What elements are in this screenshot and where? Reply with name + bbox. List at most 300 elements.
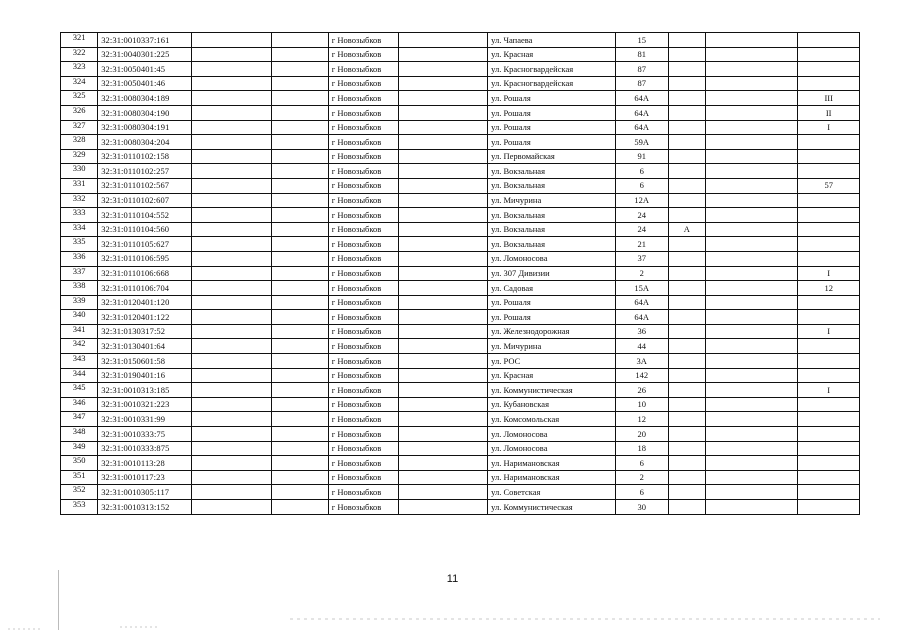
empty-cell: [398, 412, 487, 427]
house-number-cell: 3А: [615, 354, 668, 369]
house-number-cell: 87: [615, 62, 668, 77]
empty-cell: [272, 251, 328, 266]
row-number-cell: 332: [61, 193, 98, 208]
street-cell: ул. Рошаля: [488, 120, 616, 135]
table-row: [61, 383, 860, 398]
empty-cell: [272, 339, 328, 354]
house-letter-cell: [668, 500, 705, 515]
empty-cell: [705, 500, 797, 515]
premises-number-cell: [798, 62, 860, 77]
house-number-cell: 64А: [615, 120, 668, 135]
empty-cell: [272, 164, 328, 179]
empty-cell: [272, 208, 328, 223]
premises-number-cell: [798, 193, 860, 208]
table-row: [61, 164, 860, 179]
row-number-cell: 347: [61, 412, 98, 427]
street-cell: ул. Рошаля: [488, 105, 616, 120]
empty-cell: [191, 222, 272, 237]
empty-cell: [191, 237, 272, 252]
house-number-cell: 12А: [615, 193, 668, 208]
house-number-cell: 18: [615, 441, 668, 456]
empty-cell: [272, 91, 328, 106]
house-letter-cell: [668, 62, 705, 77]
page-number: 11: [446, 573, 459, 585]
empty-cell: [191, 33, 272, 48]
street-cell: ул. Вокзальная: [488, 164, 616, 179]
city-cell: г Новозыбков: [328, 193, 398, 208]
city-cell: г Новозыбков: [328, 222, 398, 237]
row-number-cell: 351: [61, 470, 98, 485]
premises-number-cell: [798, 33, 860, 48]
premises-number-cell: [798, 295, 860, 310]
cadastral-number-cell: 32:31:0010313:152: [98, 500, 192, 515]
empty-cell: [705, 281, 797, 296]
table-row: [61, 310, 860, 325]
premises-number-cell: [798, 222, 860, 237]
premises-number-cell: I: [798, 266, 860, 281]
empty-cell: [272, 33, 328, 48]
empty-cell: [398, 368, 487, 383]
street-cell: ул. Вокзальная: [488, 208, 616, 223]
row-number-cell: 322: [61, 47, 98, 62]
city-cell: г Новозыбков: [328, 149, 398, 164]
cadastral-number-cell: 32:31:0110102:607: [98, 193, 192, 208]
street-cell: ул. Красногвардейская: [488, 76, 616, 91]
premises-number-cell: [798, 310, 860, 325]
city-cell: г Новозыбков: [328, 76, 398, 91]
empty-cell: [705, 251, 797, 266]
empty-cell: [272, 368, 328, 383]
empty-cell: [272, 500, 328, 515]
empty-cell: [398, 500, 487, 515]
empty-cell: [272, 178, 328, 193]
empty-cell: [191, 193, 272, 208]
empty-cell: [398, 324, 487, 339]
empty-cell: [398, 62, 487, 77]
empty-cell: [272, 310, 328, 325]
city-cell: г Новозыбков: [328, 500, 398, 515]
house-number-cell: 26: [615, 383, 668, 398]
street-cell: ул. Мичурина: [488, 339, 616, 354]
city-cell: г Новозыбков: [328, 427, 398, 442]
premises-number-cell: [798, 368, 860, 383]
cadastral-number-cell: 32:31:0080304:190: [98, 105, 192, 120]
empty-cell: [272, 383, 328, 398]
empty-cell: [398, 470, 487, 485]
house-letter-cell: [668, 149, 705, 164]
table-row: [61, 222, 860, 237]
row-number-cell: 346: [61, 397, 98, 412]
city-cell: г Новозыбков: [328, 33, 398, 48]
cadastral-number-cell: 32:31:0080304:204: [98, 135, 192, 150]
table-row: [61, 149, 860, 164]
house-number-cell: 87: [615, 76, 668, 91]
empty-cell: [705, 339, 797, 354]
empty-cell: [705, 427, 797, 442]
empty-cell: [191, 251, 272, 266]
street-cell: ул. Рошаля: [488, 310, 616, 325]
table-row: [61, 441, 860, 456]
empty-cell: [191, 91, 272, 106]
house-letter-cell: [668, 295, 705, 310]
empty-cell: [191, 368, 272, 383]
table-row: [61, 193, 860, 208]
empty-cell: [398, 456, 487, 471]
premises-number-cell: I: [798, 324, 860, 339]
empty-cell: [191, 354, 272, 369]
empty-cell: [705, 135, 797, 150]
cadastral-number-cell: 32:31:0120401:120: [98, 295, 192, 310]
premises-number-cell: [798, 237, 860, 252]
street-cell: ул. Рошаля: [488, 295, 616, 310]
row-number-cell: 321: [61, 33, 98, 48]
empty-cell: [705, 383, 797, 398]
street-cell: ул. 307 Дивизии: [488, 266, 616, 281]
empty-cell: [272, 354, 328, 369]
row-number-cell: 343: [61, 354, 98, 369]
empty-cell: [272, 193, 328, 208]
house-letter-cell: [668, 135, 705, 150]
premises-number-cell: 12: [798, 281, 860, 296]
empty-cell: [272, 237, 328, 252]
row-number-cell: 334: [61, 222, 98, 237]
empty-cell: [705, 237, 797, 252]
empty-cell: [191, 427, 272, 442]
house-letter-cell: [668, 33, 705, 48]
empty-cell: [191, 47, 272, 62]
row-number-cell: 338: [61, 281, 98, 296]
house-letter-cell: [668, 193, 705, 208]
row-number-cell: 323: [61, 62, 98, 77]
empty-cell: [398, 164, 487, 179]
empty-cell: [705, 33, 797, 48]
street-cell: ул. Садовая: [488, 281, 616, 296]
premises-number-cell: [798, 339, 860, 354]
cadastral-number-cell: 32:31:0120401:122: [98, 310, 192, 325]
table-row: [61, 368, 860, 383]
premises-number-cell: [798, 251, 860, 266]
street-cell: ул. Вокзальная: [488, 222, 616, 237]
empty-cell: [398, 208, 487, 223]
house-number-cell: 6: [615, 485, 668, 500]
street-cell: ул. Вокзальная: [488, 237, 616, 252]
empty-cell: [705, 222, 797, 237]
empty-cell: [398, 193, 487, 208]
city-cell: г Новозыбков: [328, 266, 398, 281]
street-cell: ул. Красная: [488, 368, 616, 383]
house-number-cell: 44: [615, 339, 668, 354]
table-row: [61, 324, 860, 339]
empty-cell: [191, 310, 272, 325]
cadastral-number-cell: 32:31:0110102:257: [98, 164, 192, 179]
city-cell: г Новозыбков: [328, 164, 398, 179]
cadastral-number-cell: 32:31:0110106:704: [98, 281, 192, 296]
row-number-cell: 326: [61, 105, 98, 120]
empty-cell: [191, 383, 272, 398]
empty-cell: [398, 339, 487, 354]
empty-cell: [272, 412, 328, 427]
empty-cell: [398, 149, 487, 164]
premises-number-cell: II: [798, 105, 860, 120]
empty-cell: [272, 266, 328, 281]
city-cell: г Новозыбков: [328, 178, 398, 193]
scan-noise-decoration: [0, 612, 905, 634]
table-row: [61, 397, 860, 412]
empty-cell: [398, 397, 487, 412]
street-cell: ул. Наримановская: [488, 470, 616, 485]
cadastral-number-cell: 32:31:0110105:627: [98, 237, 192, 252]
table-row: [61, 178, 860, 193]
empty-cell: [272, 135, 328, 150]
house-number-cell: 21: [615, 237, 668, 252]
empty-cell: [705, 91, 797, 106]
house-letter-cell: [668, 412, 705, 427]
empty-cell: [272, 120, 328, 135]
street-cell: ул. Кубановская: [488, 397, 616, 412]
street-cell: ул. Ломоносова: [488, 251, 616, 266]
table-row: [61, 470, 860, 485]
empty-cell: [398, 383, 487, 398]
row-number-cell: 330: [61, 164, 98, 179]
house-letter-cell: [668, 237, 705, 252]
empty-cell: [705, 76, 797, 91]
house-letter-cell: [668, 251, 705, 266]
empty-cell: [705, 120, 797, 135]
empty-cell: [272, 397, 328, 412]
house-letter-cell: [668, 456, 705, 471]
street-cell: ул. Наримановская: [488, 456, 616, 471]
cadastral-number-cell: 32:31:0110106:668: [98, 266, 192, 281]
cadastral-number-cell: 32:31:0080304:189: [98, 91, 192, 106]
empty-cell: [705, 47, 797, 62]
city-cell: г Новозыбков: [328, 281, 398, 296]
empty-cell: [191, 485, 272, 500]
table-row: [61, 412, 860, 427]
house-letter-cell: [668, 383, 705, 398]
row-number-cell: 333: [61, 208, 98, 223]
table-row: [61, 485, 860, 500]
premises-number-cell: [798, 76, 860, 91]
cadastral-number-cell: 32:31:0040301:225: [98, 47, 192, 62]
street-cell: ул. Советская: [488, 485, 616, 500]
house-letter-cell: [668, 310, 705, 325]
empty-cell: [398, 91, 487, 106]
city-cell: г Новозыбков: [328, 397, 398, 412]
empty-cell: [272, 222, 328, 237]
cadastral-number-cell: 32:31:0080304:191: [98, 120, 192, 135]
empty-cell: [191, 135, 272, 150]
empty-cell: [272, 149, 328, 164]
empty-cell: [398, 33, 487, 48]
cadastral-number-cell: 32:31:0150601:58: [98, 354, 192, 369]
premises-number-cell: [798, 164, 860, 179]
street-cell: ул. Ломоносова: [488, 427, 616, 442]
street-cell: ул. РОС: [488, 354, 616, 369]
cadastral-number-cell: 32:31:0010333:75: [98, 427, 192, 442]
premises-number-cell: [798, 47, 860, 62]
house-letter-cell: А: [668, 222, 705, 237]
house-number-cell: 6: [615, 164, 668, 179]
house-letter-cell: [668, 368, 705, 383]
city-cell: г Новозыбков: [328, 47, 398, 62]
empty-cell: [398, 222, 487, 237]
empty-cell: [191, 412, 272, 427]
table-row: [61, 120, 860, 135]
empty-cell: [272, 470, 328, 485]
city-cell: г Новозыбков: [328, 251, 398, 266]
empty-cell: [705, 485, 797, 500]
empty-cell: [705, 441, 797, 456]
city-cell: г Новозыбков: [328, 310, 398, 325]
empty-cell: [272, 105, 328, 120]
house-number-cell: 6: [615, 178, 668, 193]
row-number-cell: 327: [61, 120, 98, 135]
cadastral-number-cell: 32:31:0110104:552: [98, 208, 192, 223]
house-letter-cell: [668, 76, 705, 91]
cadastral-number-cell: 32:31:0010321:223: [98, 397, 192, 412]
house-letter-cell: [668, 354, 705, 369]
empty-cell: [191, 295, 272, 310]
cadastral-number-cell: 32:31:0010331:99: [98, 412, 192, 427]
empty-cell: [191, 120, 272, 135]
empty-cell: [398, 485, 487, 500]
street-cell: ул. Рошаля: [488, 91, 616, 106]
row-number-cell: 349: [61, 441, 98, 456]
registry-body: [61, 33, 860, 515]
empty-cell: [272, 62, 328, 77]
city-cell: г Новозыбков: [328, 208, 398, 223]
empty-cell: [398, 281, 487, 296]
premises-number-cell: [798, 412, 860, 427]
house-letter-cell: [668, 120, 705, 135]
empty-cell: [398, 251, 487, 266]
row-number-cell: 353: [61, 500, 98, 515]
empty-cell: [191, 208, 272, 223]
cadastral-number-cell: 32:31:0050401:46: [98, 76, 192, 91]
street-cell: ул. Красногвардейская: [488, 62, 616, 77]
house-number-cell: 36: [615, 324, 668, 339]
premises-number-cell: I: [798, 120, 860, 135]
street-cell: ул. Вокзальная: [488, 178, 616, 193]
cadastral-number-cell: 32:31:0010337:161: [98, 33, 192, 48]
city-cell: г Новозыбков: [328, 339, 398, 354]
row-number-cell: 342: [61, 339, 98, 354]
premises-number-cell: 57: [798, 178, 860, 193]
empty-cell: [272, 427, 328, 442]
house-letter-cell: [668, 470, 705, 485]
empty-cell: [191, 441, 272, 456]
empty-cell: [705, 412, 797, 427]
house-letter-cell: [668, 427, 705, 442]
house-number-cell: 64А: [615, 105, 668, 120]
empty-cell: [705, 354, 797, 369]
street-cell: ул. Коммунистическая: [488, 383, 616, 398]
house-number-cell: 6: [615, 456, 668, 471]
premises-number-cell: [798, 149, 860, 164]
cadastral-number-cell: 32:31:0190401:16: [98, 368, 192, 383]
empty-cell: [398, 178, 487, 193]
house-number-cell: 37: [615, 251, 668, 266]
table-row: [61, 135, 860, 150]
empty-cell: [705, 266, 797, 281]
cadastral-number-cell: 32:31:0110102:567: [98, 178, 192, 193]
empty-cell: [272, 324, 328, 339]
house-number-cell: 24: [615, 222, 668, 237]
table-row: [61, 427, 860, 442]
street-cell: ул. Чапаева: [488, 33, 616, 48]
empty-cell: [705, 397, 797, 412]
table-row: [61, 105, 860, 120]
house-letter-cell: [668, 91, 705, 106]
house-number-cell: 91: [615, 149, 668, 164]
table-row: [61, 339, 860, 354]
street-cell: ул. Красная: [488, 47, 616, 62]
house-letter-cell: [668, 266, 705, 281]
table-row: [61, 47, 860, 62]
empty-cell: [398, 76, 487, 91]
row-number-cell: 344: [61, 368, 98, 383]
empty-cell: [272, 76, 328, 91]
house-letter-cell: [668, 164, 705, 179]
house-letter-cell: [668, 208, 705, 223]
city-cell: г Новозыбков: [328, 295, 398, 310]
city-cell: г Новозыбков: [328, 412, 398, 427]
table-row: [61, 91, 860, 106]
empty-cell: [272, 281, 328, 296]
house-number-cell: 2: [615, 470, 668, 485]
house-letter-cell: [668, 178, 705, 193]
premises-number-cell: [798, 208, 860, 223]
house-letter-cell: [668, 397, 705, 412]
city-cell: г Новозыбков: [328, 324, 398, 339]
registry-sheet: [60, 32, 860, 515]
house-letter-cell: [668, 105, 705, 120]
house-letter-cell: [668, 339, 705, 354]
house-number-cell: 2: [615, 266, 668, 281]
premises-number-cell: [798, 427, 860, 442]
cadastral-number-cell: 32:31:0110104:560: [98, 222, 192, 237]
house-letter-cell: [668, 281, 705, 296]
city-cell: г Новозыбков: [328, 441, 398, 456]
city-cell: г Новозыбков: [328, 383, 398, 398]
street-cell: ул. Коммунистическая: [488, 500, 616, 515]
premises-number-cell: [798, 485, 860, 500]
city-cell: г Новозыбков: [328, 62, 398, 77]
empty-cell: [191, 397, 272, 412]
table-row: [61, 456, 860, 471]
row-number-cell: 345: [61, 383, 98, 398]
empty-cell: [705, 62, 797, 77]
street-cell: ул. Железнодорожная: [488, 324, 616, 339]
table-row: [61, 33, 860, 48]
cadastral-number-cell: 32:31:0010305:117: [98, 485, 192, 500]
premises-number-cell: III: [798, 91, 860, 106]
empty-cell: [191, 149, 272, 164]
row-number-cell: 336: [61, 251, 98, 266]
premises-number-cell: [798, 441, 860, 456]
city-cell: г Новозыбков: [328, 237, 398, 252]
empty-cell: [191, 62, 272, 77]
empty-cell: [705, 295, 797, 310]
row-number-cell: 328: [61, 135, 98, 150]
empty-cell: [705, 324, 797, 339]
empty-cell: [705, 164, 797, 179]
cadastral-number-cell: 32:31:0010313:185: [98, 383, 192, 398]
empty-cell: [398, 105, 487, 120]
cadastral-number-cell: 32:31:0130401:64: [98, 339, 192, 354]
premises-number-cell: [798, 500, 860, 515]
row-number-cell: 324: [61, 76, 98, 91]
